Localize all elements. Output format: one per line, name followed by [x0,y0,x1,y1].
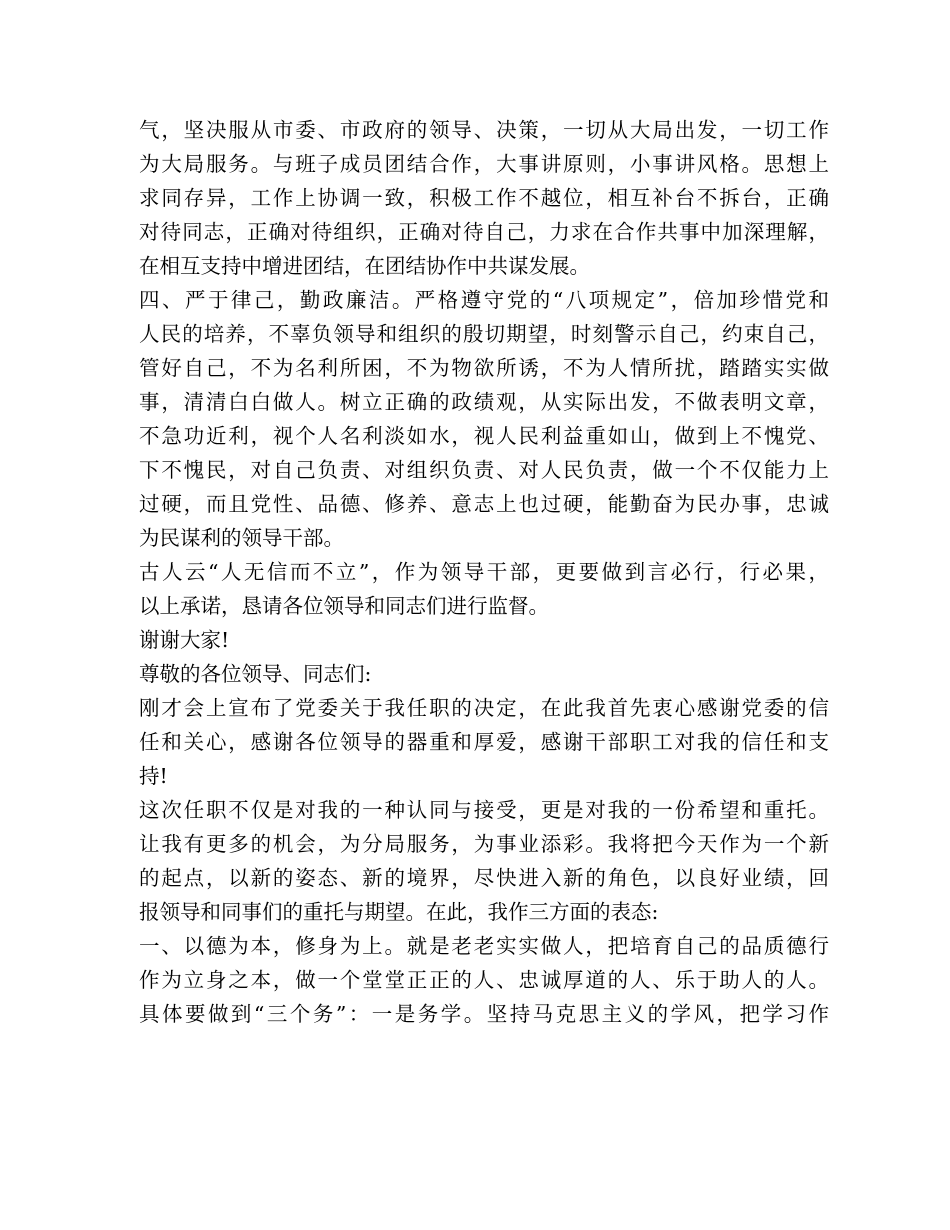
text-line: 为大局服务。与班子成员团结合作，大事讲原则，小事讲风格。思想上 [139,152,829,176]
text-line: 不急功近利，视个人名利淡如水，视人民利益重如山，做到上不愧党、 [139,424,829,448]
text-line: 谢谢大家! [139,628,230,652]
text-line: 以上承诺，恳请各位领导和同志们进行监督。 [139,594,549,618]
text-line: 古人云“人无信而不立”，作为领导干部，更要做到言必行，行必果， [139,560,829,584]
text-line: 具体要做到“三个务”：一是务学。坚持马克思主义的学风，把学习作 [139,1002,829,1026]
text-line: 气，坚决服从市委、市政府的领导、决策，一切从大局出发，一切工作 [139,118,829,142]
text-line: 持! [139,764,168,788]
text-line: 让我有更多的机会，为分局服务，为事业添彩。我将把今天作为一个新 [139,832,829,856]
text-line: 下不愧民，对自己负责、对组织负责、对人民负责，做一个不仅能力上 [139,458,829,482]
text-line: 作为立身之本，做一个堂堂正正的人、忠诚厚道的人、乐于助人的人。 [139,968,829,992]
text-line: 在相互支持中增进团结，在团结协作中共谋发展。 [139,254,590,278]
text-line: 任和关心，感谢各位领导的器重和厚爱，感谢干部职工对我的信任和支 [139,730,829,754]
text-line: 事，清清白白做人。树立正确的政绩观，从实际出发，不做表明文章， [139,390,829,414]
text-line: 刚才会上宣布了党委关于我任职的决定，在此我首先衷心感谢党委的信 [139,696,829,720]
text-line: 一、以德为本，修身为上。就是老老实实做人，把培育自己的品质德行 [139,934,829,958]
text-line: 求同存异，工作上协调一致，积极工作不越位，相互补台不拆台，正确 [139,186,829,210]
text-line: 的起点，以新的姿态、新的境界，尽快进入新的角色，以良好业绩，回 [139,866,829,890]
text-line: 管好自己，不为名利所困，不为物欲所诱，不为人情所扰，踏踏实实做 [139,356,829,380]
text-line: 四、严于律己，勤政廉洁。严格遵守党的“八项规定”，倍加珍惜党和 [139,288,829,312]
text-line: 人民的培养，不辜负领导和组织的殷切期望，时刻警示自己，约束自己， [139,322,829,346]
text-line: 这次任职不仅是对我的一种认同与接受，更是对我的一份希望和重托。 [139,798,829,822]
text-line: 为民谋利的领导干部。 [139,526,344,550]
text-line: 尊敬的各位领导、同志们: [139,662,372,686]
text-line: 对待同志，正确对待组织，正确对待自己，力求在合作共事中加深理解， [139,220,829,244]
text-line: 过硬，而且党性、品德、修养、意志上也过硬，能勤奋为民办事，忠诚 [139,492,829,516]
document-body [139,113,829,1031]
text-line: 报领导和同事们的重托与期望。在此，我作三方面的表态: [139,900,659,924]
